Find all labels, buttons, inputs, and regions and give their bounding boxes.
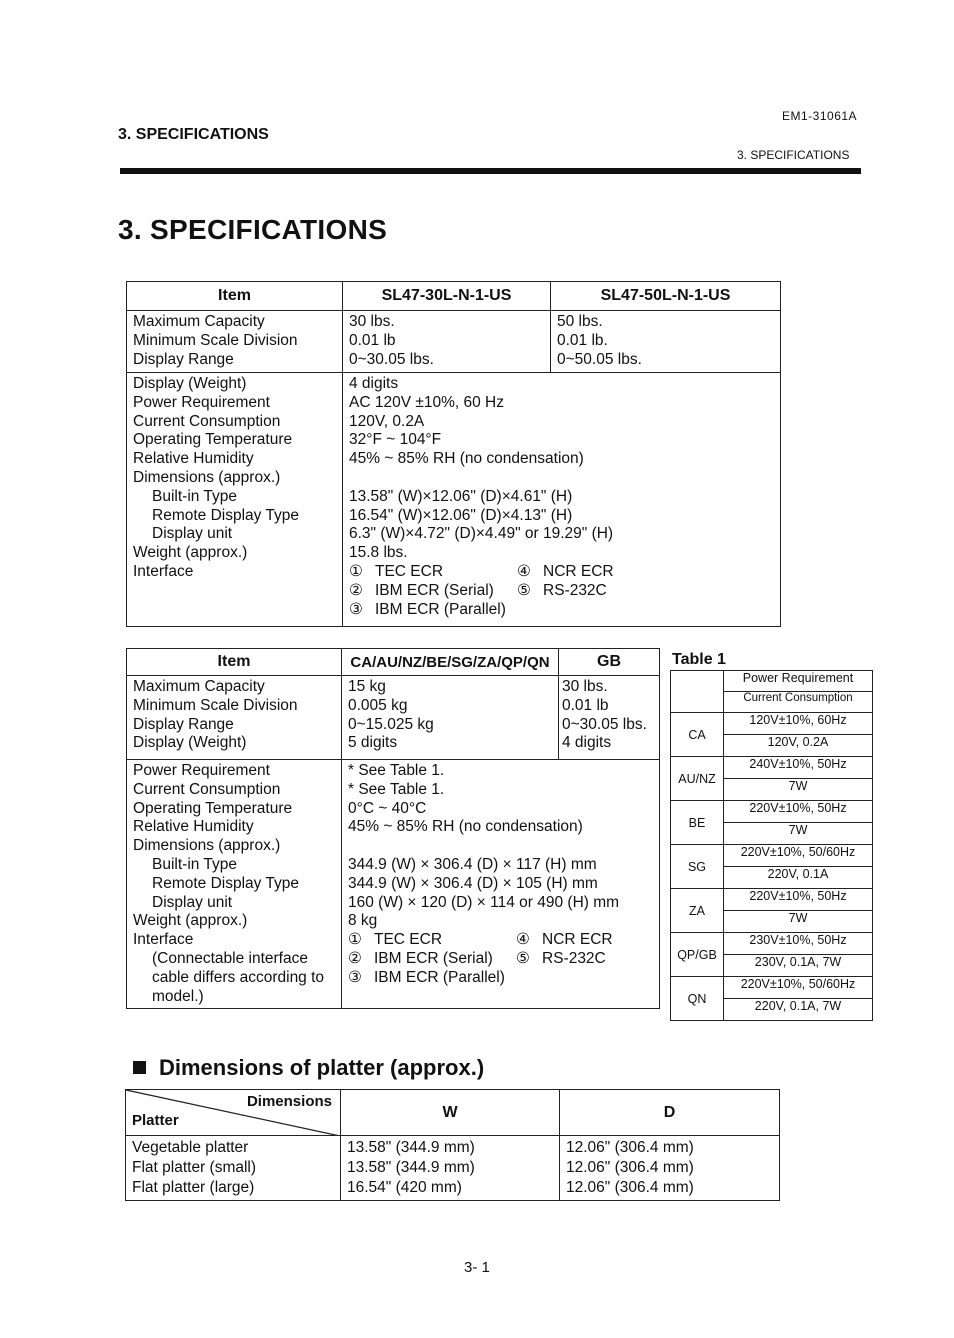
intl-group1-ca: 15 kg 0.005 kg 0~15.025 kg 5 digits: [342, 676, 559, 760]
table1-power-value: 220V±10%, 50/60Hz: [724, 977, 873, 999]
platter-section-title: Dimensions of platter (approx.): [133, 1055, 484, 1081]
us-group1-col50: 50 lbs. 0.01 lb. 0~50.05 lbs.: [551, 311, 781, 373]
platter-header-d: D: [560, 1090, 780, 1136]
table1-title: Table 1: [672, 651, 726, 668]
running-header-right: 3. SPECIFICATIONS: [737, 148, 850, 162]
platter-d-values: 12.06" (306.4 mm) 12.06" (306.4 mm) 12.06" (306.4 mm): [560, 1136, 780, 1201]
page-title: 3. SPECIFICATIONS: [118, 214, 388, 245]
intl-interface-line-1: ① TEC ECR ④ NCR ECR: [348, 931, 613, 949]
intl-group2-values: * See Table 1. * See Table 1. 0°C ~ 40°C 45% ~ 85% RH (no condensation) 344.9 (W) × 306.4 (D) × 117 (H) mm 344.9 (W) × 306.4 (D) × 105 (H) mm 160 (W) × 120 (D) × 114 or 490 (H) mm 8 kg ① TEC ECR ④ NCR ECR ② IBM ECR (Serial) ⑤ RS-232C ③ IBM ECR (Parallel): [342, 760, 660, 1009]
us-spec-table: [126, 281, 781, 627]
table1-region: ZA: [671, 889, 724, 933]
intl-spec-table: [126, 648, 660, 1009]
intl-group2-items: Power Requirement Current Consumption Operating Temperature Relative Humidity Dimensions (approx.) Built-in Type Remote Display Type Display unit Weight (approx.) Interface (Connectable interface cable differs according to model.): [127, 760, 342, 1009]
us-header-30l: SL47-30L-N-1-US: [343, 282, 551, 311]
interface-line-3: ③ IBM ECR (Parallel): [349, 600, 506, 618]
table1-current-value: 230V, 0.1A, 7W: [724, 955, 873, 977]
table1-current-value: 220V, 0.1A, 7W: [724, 999, 873, 1021]
table1-region: AU/NZ: [671, 757, 724, 801]
intl-group1-gb: 30 lbs. 0.01 lb 0~30.05 lbs. 4 digits: [559, 676, 660, 760]
table1-header-power: Power Requirement: [724, 671, 873, 692]
page-number: 3- 1: [464, 1259, 490, 1276]
intl-header-item: Item: [127, 649, 342, 676]
table1-header-current: Current Consumption: [724, 692, 873, 713]
platter-w-values: 13.58" (344.9 mm) 13.58" (344.9 mm) 16.54" (420 mm): [341, 1136, 560, 1201]
table1-region: BE: [671, 801, 724, 845]
table1-power-value: 220V±10%, 50Hz: [724, 801, 873, 823]
us-header-50l: SL47-50L-N-1-US: [551, 282, 781, 311]
table1-current-value: 7W: [724, 911, 873, 933]
intl-interface-line-2: ② IBM ECR (Serial) ⑤ RS-232C: [348, 949, 606, 967]
platter-header-w: W: [341, 1090, 560, 1136]
us-group2-items: Display (Weight) Power Requirement Current Consumption Operating Temperature Relative Humidity Dimensions (approx.) Built-in Type Remote Display Type Display unit Weight (approx.) Interface: [127, 373, 343, 627]
table1-current-value: 7W: [724, 779, 873, 801]
table1-power-value: 240V±10%, 50Hz: [724, 757, 873, 779]
table1-region: QP/GB: [671, 933, 724, 977]
us-group2-values: 4 digits AC 120V ±10%, 60 Hz 120V, 0.2A 32°F ~ 104°F 45% ~ 85% RH (no condensation) 13.58" (W)×12.06" (D)×4.61" (H) 16.54" (W)×12.06" (D)×4.13" (H) 6.3" (W)×4.72" (D)×4.49" or 19.29" (H) 15.8 lbs. ① TEC ECR ④ NCR ECR ② IBM ECR (Serial) ⑤ RS-232C ③ IBM ECR (Parallel): [343, 373, 781, 627]
table1-region: CA: [671, 713, 724, 757]
platter-corner-cell: [126, 1090, 341, 1136]
document-code: EM1-31061A: [782, 109, 858, 123]
platter-table: [125, 1089, 780, 1201]
table1-power-value: 220V±10%, 50/60Hz: [724, 845, 873, 867]
corner-platter-label: Platter: [132, 1112, 179, 1129]
table1-corner: [671, 671, 724, 713]
interface-line-2: ② IBM ECR (Serial) ⑤ RS-232C: [349, 581, 607, 599]
table1-current-value: 220V, 0.1A: [724, 867, 873, 889]
table1-current-value: 7W: [724, 823, 873, 845]
us-group1-items: Maximum Capacity Minimum Scale Division Display Range: [127, 311, 343, 373]
corner-dimensions-label: Dimensions: [246, 1093, 332, 1110]
intl-group1-items: Maximum Capacity Minimum Scale Division Display Range Display (Weight): [127, 676, 342, 760]
table1-power-value: 120V±10%, 60Hz: [724, 713, 873, 735]
running-header-section: 3. SPECIFICATIONS: [118, 126, 269, 143]
interface-line-1: ① TEC ECR ④ NCR ECR: [349, 562, 614, 580]
us-header-item: Item: [127, 282, 343, 311]
table1-power: [670, 670, 873, 1021]
intl-header-gb: GB: [559, 649, 660, 676]
table1-power-value: 230V±10%, 50Hz: [724, 933, 873, 955]
bullet-square-icon: [133, 1061, 146, 1074]
table1-region: QN: [671, 977, 724, 1021]
intl-header-ca: CA/AU/NZ/BE/SG/ZA/QP/QN: [342, 649, 559, 676]
table1-power-value: 220V±10%, 50Hz: [724, 889, 873, 911]
intl-interface-line-3: ③ IBM ECR (Parallel): [348, 968, 505, 986]
platter-items: Vegetable platter Flat platter (small) Flat platter (large): [126, 1136, 341, 1201]
table1-current-value: 120V, 0.2A: [724, 735, 873, 757]
us-group1-col30: 30 lbs. 0.01 lb 0~30.05 lbs.: [343, 311, 551, 373]
table1-region: SG: [671, 845, 724, 889]
header-rule: [120, 168, 861, 174]
